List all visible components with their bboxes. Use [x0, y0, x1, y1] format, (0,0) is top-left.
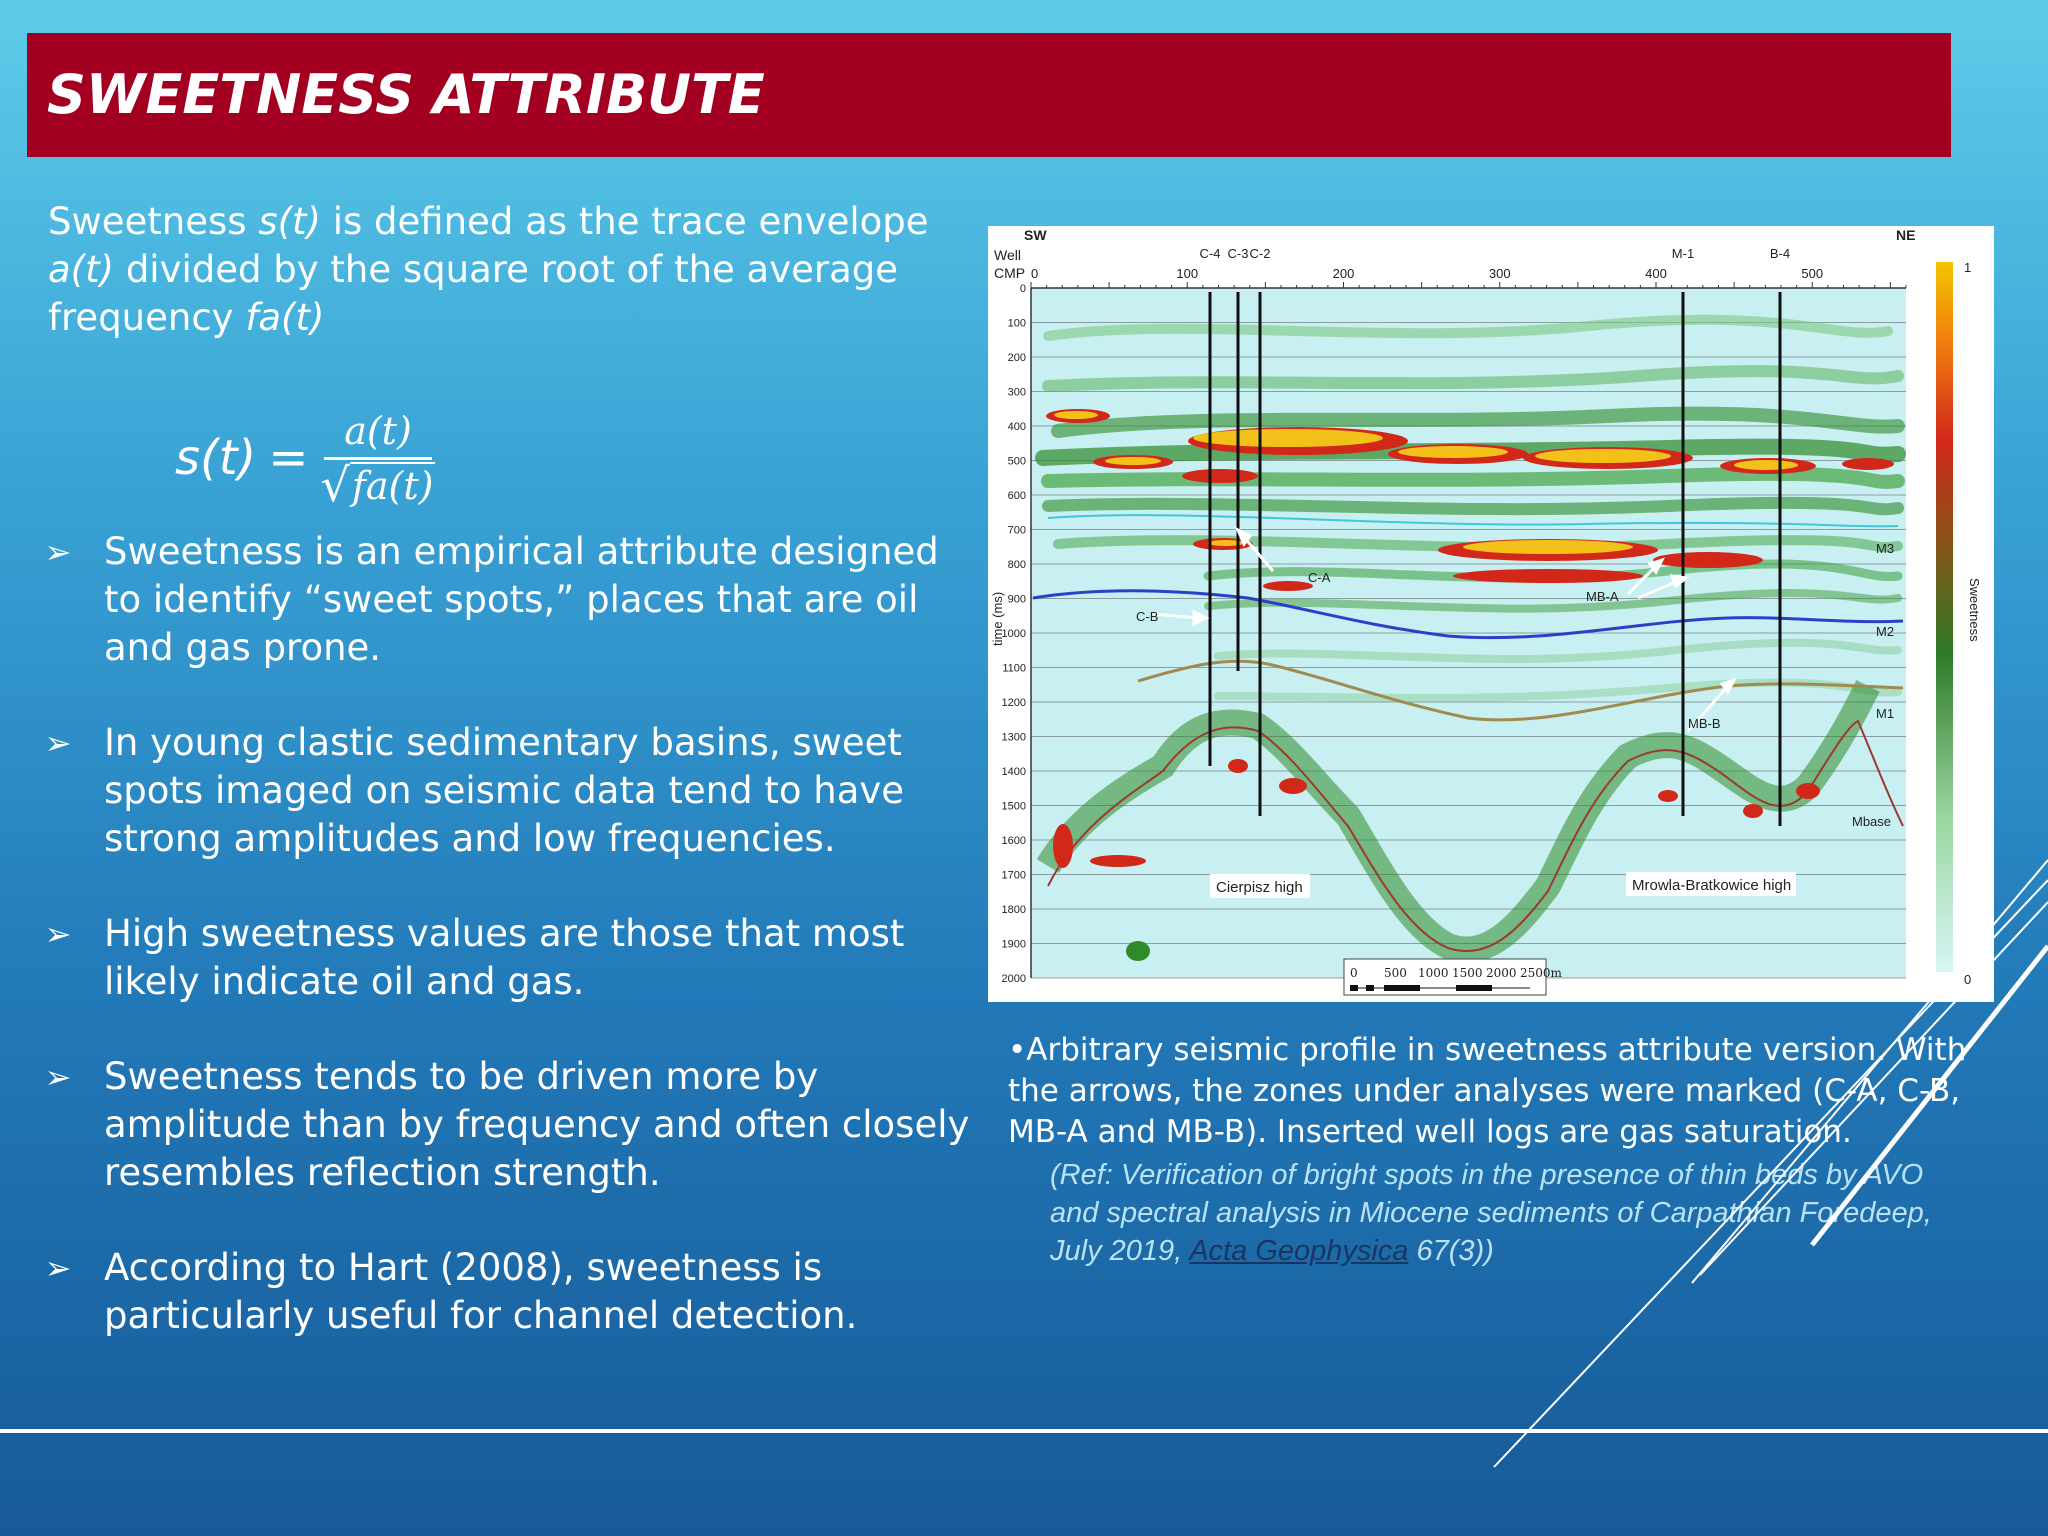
scale-bar-label: 500: [1384, 966, 1407, 980]
time-tick-label: 400: [1007, 421, 1026, 433]
colorbar-min-label: 0: [1964, 972, 1972, 987]
cmp-tick-label: 400: [1645, 266, 1667, 281]
cmp-tick-label: 100: [1176, 266, 1199, 281]
time-tick-label: 800: [1007, 559, 1026, 571]
intro-fat: fa(t): [245, 296, 325, 339]
time-tick-label: 500: [1007, 455, 1026, 468]
reference-line-3: [1050, 1232, 2000, 1270]
arrow-bullet-icon: ➢: [44, 533, 72, 571]
time-tick-label: 600: [1007, 490, 1026, 502]
seismic-profile-figure: [988, 226, 1994, 1002]
formula-fraction: [320, 408, 436, 512]
horizon-label-mbase: Mbase: [1852, 814, 1892, 829]
cmp-minor-ticks: [1031, 282, 1906, 288]
well-name-label: C-2: [1249, 246, 1271, 261]
time-tick-label: 1700: [1001, 869, 1026, 882]
time-tick-label: 300: [1007, 386, 1026, 399]
colorbar-max-label: 1: [1964, 260, 1972, 275]
scale-bar-label: 1000: [1418, 966, 1449, 980]
arrow-bullet-icon: ➢: [44, 724, 72, 762]
time-tick-label: 0: [1019, 283, 1026, 295]
reference-citation: [1050, 1156, 2000, 1270]
intro-text-3: divided by the square root of the average frequency: [48, 248, 899, 339]
bullet-item: [38, 910, 978, 1006]
colorbar-title: Sweetness: [1967, 578, 1982, 642]
ne-label: NE: [1896, 227, 1916, 243]
bottom-rule: [0, 1429, 2048, 1433]
arrow-bullet-icon: ➢: [44, 1249, 72, 1287]
zone-label-mb-a: MB-A: [1586, 589, 1619, 604]
bullet-item: [38, 1053, 978, 1197]
time-axis-title: time (ms): [990, 591, 1005, 646]
mrowla-high-label: Mrowla-Bratkowice high: [1632, 877, 1792, 894]
time-tick-label: 2000: [1001, 973, 1026, 985]
time-tick-label: 1300: [1001, 731, 1026, 744]
time-tick-label: 1600: [1001, 835, 1026, 847]
horizon-label-m1: M1: [1876, 706, 1895, 721]
bullet-text: In young clastic sedimentary basins, sweet spots imaged on seismic data tend to have strong amplitudes and low frequencies.: [104, 721, 905, 860]
slide-title: SWEETNESS ATTRIBUTE: [47, 63, 765, 126]
time-tick-label: 1200: [1001, 697, 1026, 709]
bullet-text: Sweetness is an empirical attribute designed to identify “sweet spots,” places that are oil and gas prone.: [104, 530, 939, 669]
sweetness-formula: [175, 398, 435, 518]
bullet-text: According to Hart (2008), sweetness is particularly useful for channel detection.: [104, 1246, 858, 1337]
bullet-item: [38, 1244, 978, 1340]
cmp-axis-label: CMP: [994, 265, 1026, 281]
arrow-bullet-icon: ➢: [44, 1058, 72, 1096]
bullet-text: High sweetness values are those that most likely indicate oil and gas.: [104, 912, 905, 1003]
seismic-section-graphic: [988, 226, 1994, 1002]
well-axis-label: Well: [994, 247, 1021, 263]
bullet-item: [38, 528, 978, 672]
well-name-label: B-4: [1769, 246, 1791, 261]
formula-denominator: [320, 457, 436, 512]
cmp-tick-label: 500: [1801, 266, 1824, 281]
cmp-tick-label: 200: [1332, 266, 1355, 281]
journal-link[interactable]: Acta Geophysica: [1189, 1235, 1409, 1267]
time-tick-label: 1500: [1001, 800, 1026, 813]
scale-bar-label: 1500: [1452, 966, 1483, 980]
bullet-text: Sweetness tends to be driven more by amplitude than by frequency and often closely resembles reflection strength.: [104, 1055, 970, 1194]
time-tick-label: 1400: [1001, 766, 1026, 778]
time-tick-label: 1100: [1002, 662, 1026, 675]
cmp-tick-labels: [1031, 266, 1823, 281]
arrow-bullet-icon: ➢: [44, 915, 72, 953]
horizon-label-m2: M2: [1876, 624, 1895, 639]
formula-numerator: a(t): [324, 409, 432, 460]
title-bar: [27, 33, 1951, 157]
formula-radicand: fa(t): [351, 463, 434, 508]
zone-label-mb-b: MB-B: [1688, 716, 1721, 731]
formula-equals: =: [268, 430, 309, 486]
zone-label-c-a: C-A: [1308, 570, 1331, 585]
scale-bar-label: 2500m: [1520, 966, 1562, 980]
zone-label-c-b: C-B: [1136, 609, 1159, 624]
formula-lhs: s(t): [175, 430, 257, 486]
scale-bar-label: 2000: [1486, 966, 1517, 980]
bullet-list: [38, 528, 978, 1387]
time-tick-label: 900: [1007, 593, 1026, 606]
bullet-item: [38, 719, 978, 863]
horizon-label-m3: M3: [1876, 541, 1895, 556]
well-name-label: C-4: [1199, 246, 1221, 261]
definition-paragraph: [48, 198, 978, 342]
reference-date: July 2019,: [1050, 1235, 1190, 1267]
cmp-tick-label: 0: [1031, 266, 1039, 281]
time-tick-label: 200: [1007, 352, 1026, 364]
radical-sign: √: [320, 457, 350, 512]
scale-bar-label: 0: [1350, 966, 1358, 980]
cmp-tick-label: 300: [1488, 266, 1511, 281]
time-tick-label: 1900: [1001, 938, 1026, 951]
intro-at: a(t): [48, 248, 115, 291]
reference-volume: 67(3)): [1408, 1235, 1494, 1267]
figure-caption: •Arbitrary seismic profile in sweetness attribute version. With the arrows, the zones under analyses were marked (C-A, C-B, MB-A and MB-B). Inserted well logs are gas saturation.: [1008, 1032, 1967, 1150]
time-tick-label: 100: [1007, 317, 1026, 330]
time-tick-label: 1800: [1001, 904, 1026, 916]
sw-label: SW: [1024, 227, 1047, 243]
time-tick-label: 1000: [1001, 628, 1026, 640]
cierpisz-high-label: Cierpisz high: [1216, 879, 1303, 896]
intro-text-1: Sweetness: [48, 200, 259, 243]
sweetness-colorbar: [1936, 262, 1953, 972]
well-name-label: C-3: [1227, 246, 1249, 261]
well-name-labels: [1200, 246, 1791, 261]
time-tick-labels: [1002, 283, 1026, 985]
reference-line-2: and spectral analysis in Miocene sediments of Carpathian Foredeep,: [1050, 1197, 1932, 1229]
intro-text-2: is defined as the trace envelope: [320, 200, 929, 243]
intro-st: s(t): [258, 200, 321, 243]
time-tick-label: 700: [1007, 524, 1026, 537]
reference-line-1: (Ref: Verification of bright spots in the presence of thin beds by AVO: [1050, 1159, 1924, 1191]
well-name-label: M-1: [1671, 246, 1695, 261]
